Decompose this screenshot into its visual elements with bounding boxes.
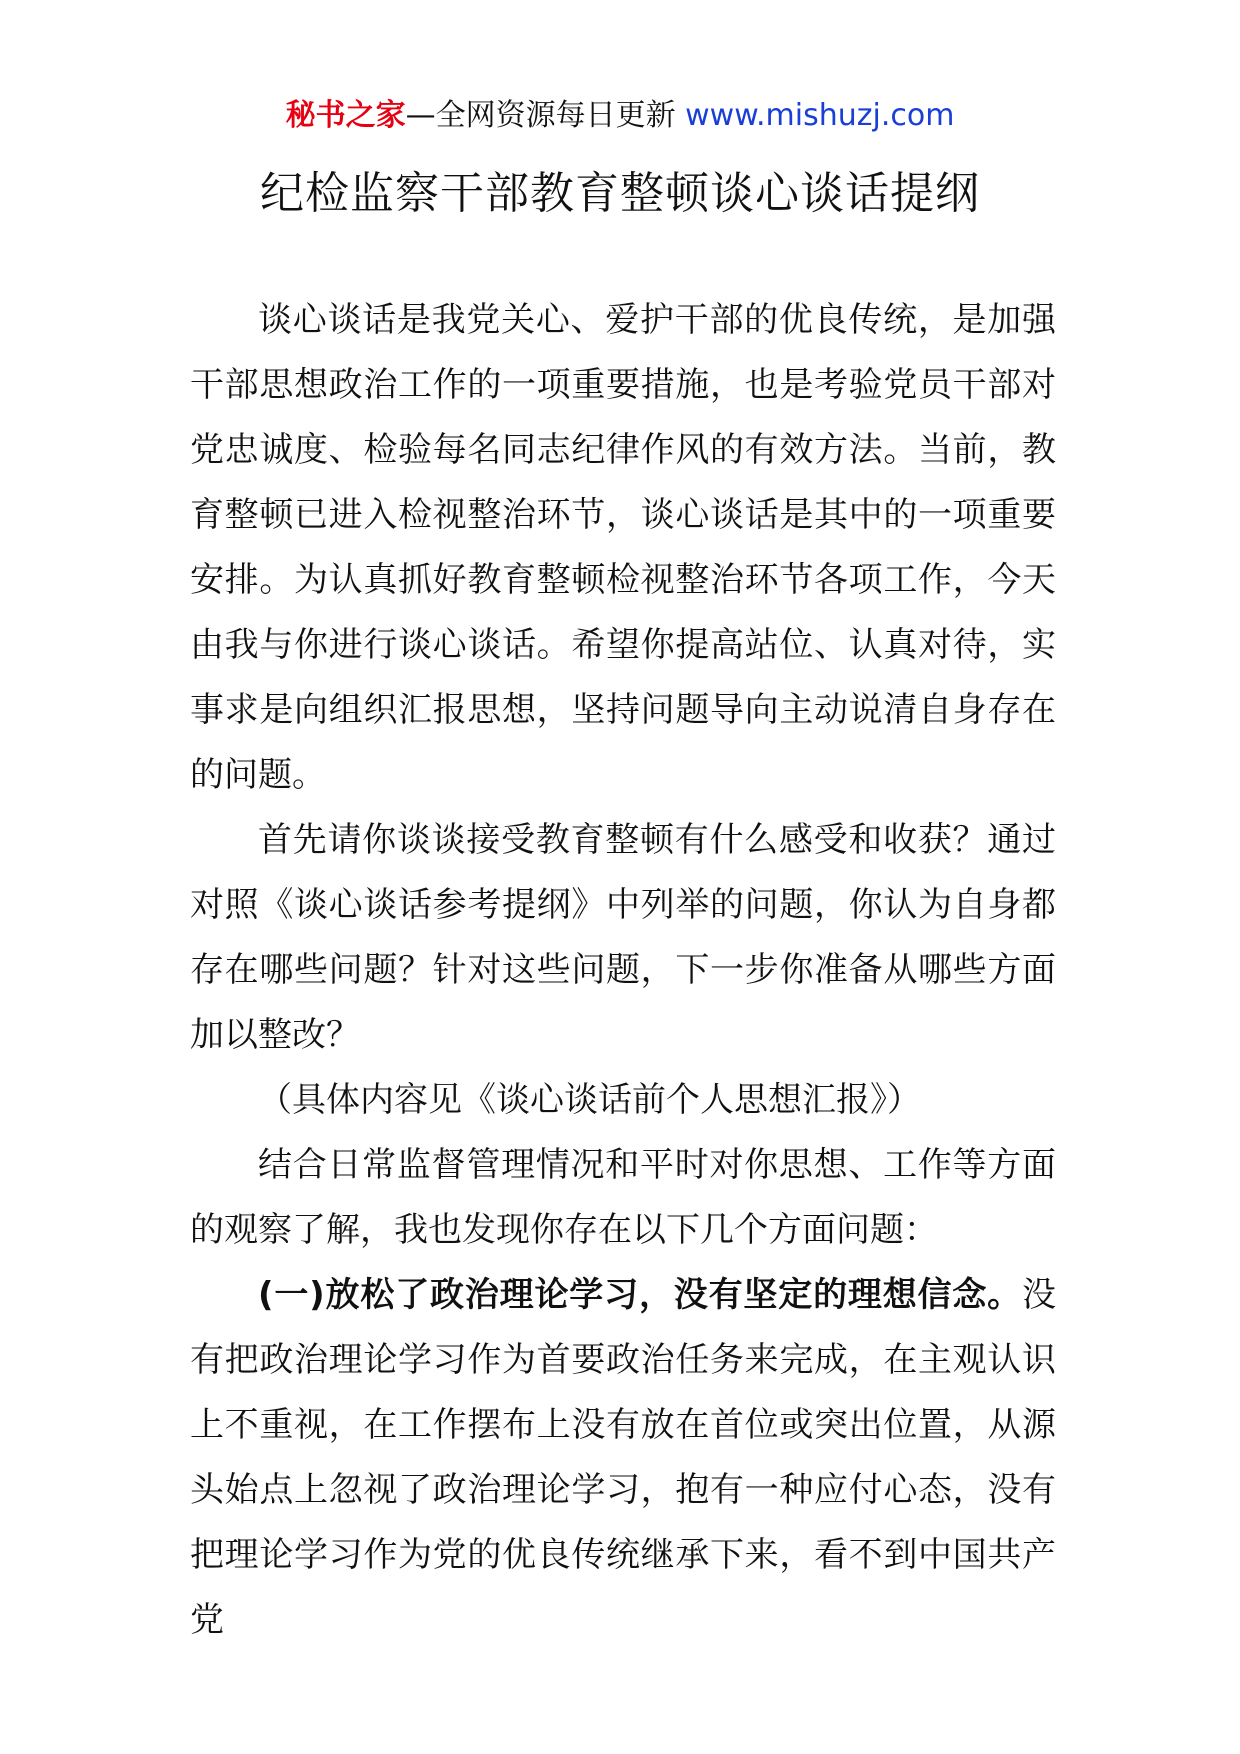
paragraph-observations: 结合日常监督管理情况和平时对你思想、工作等方面的观察了解，我也发现你存在以下几个方面问题：: [190, 1145, 1056, 1250]
issue-one-heading: (一)放松了政治理论学习，没有坚定的理想信念。: [258, 1275, 1022, 1315]
paragraph-questions: 首先请你谈谈接受教育整顿有什么感受和收获？通过对照《谈心谈话参考提纲》中列举的问题，你认为自身都存在哪些问题？针对这些问题，下一步你准备从哪些方面加以整改？: [190, 820, 1056, 1055]
document-body: [190, 288, 1056, 1653]
site-url-link[interactable]: www.mishuzj.com: [685, 98, 955, 133]
document-title: 纪检监察干部教育整顿谈心谈话提纲: [260, 168, 980, 219]
site-header: [0, 96, 1240, 136]
header-tagline: —全网资源每日更新: [405, 98, 686, 133]
paragraph-intro: 谈心谈话是我党关心、爱护干部的优良传统，是加强干部思想政治工作的一项重要措施，也是考验党员干部对党忠诚度、检验每名同志纪律作风的有效方法。当前，教育整顿已进入检视整治环节，谈心谈话是其中的一项重要安排。为认真抓好教育整顿检视整治环节各项工作，今天由我与你进行谈心谈话。希望你提高站位、认真对待，实事求是向组织汇报思想，坚持问题导向主动说清自身存在的问题。: [190, 300, 1056, 795]
issue-one-body: 没有把政治理论学习作为首要政治任务来完成，在主观认识上不重视，在工作摆布上没有放在首位或突出位置，从源头始点上忽视了政治理论学习，抱有一种应付心态，没有把理论学习作为党的优良传统继承下来，看不到中国共产党: [190, 1275, 1056, 1640]
brand-name: 秘书之家: [285, 98, 406, 133]
paragraph-issue-one: [190, 1263, 1056, 1653]
paragraph-reference-note: （具体内容见《谈心谈话前个人思想汇报》）: [258, 1080, 921, 1120]
